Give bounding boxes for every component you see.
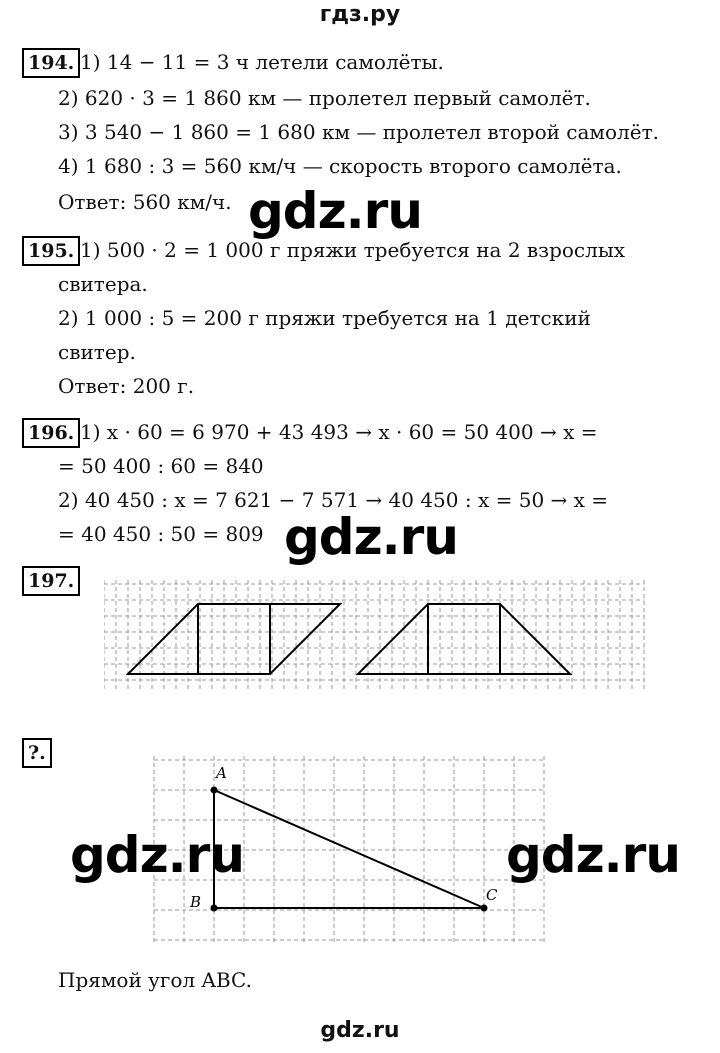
problem-number-196: 196. <box>22 418 80 448</box>
p194-line-3: 3) 3 540 − 1 860 = 1 680 км — пролетел второй самолёт. <box>58 120 659 144</box>
p197-figures <box>104 580 664 700</box>
problem-number-question: ?. <box>22 738 52 768</box>
label-b: B <box>190 893 202 911</box>
p194-line-4: 4) 1 680 : 3 = 560 км/ч — скорость второго самолёта. <box>58 154 622 178</box>
p195-line-4: свитер. <box>58 340 136 364</box>
label-a: A <box>216 764 227 782</box>
header-site: гдз.ру <box>319 2 401 27</box>
label-c: C <box>486 886 498 904</box>
watermark: gdz.ru <box>70 826 244 884</box>
point-c <box>481 905 488 912</box>
p196-line-3: 2) 40 450 : x = 7 621 − 7 571 → 40 450 : x = 50 → x = <box>58 488 609 512</box>
p195-line-2: свитера. <box>58 272 148 296</box>
p197-grid <box>104 580 644 692</box>
p195-line-1: 1) 500 · 2 = 1 000 г пряжи требуется на 2 взрослых <box>80 238 626 262</box>
problem-number-194: 194. <box>22 48 80 78</box>
point-b <box>211 905 218 912</box>
p196-line-4: = 40 450 : 50 = 809 <box>58 522 264 546</box>
watermark: gdz.ru <box>248 182 422 240</box>
watermark: gdz.ru <box>506 826 680 884</box>
watermark: gdz.ru <box>284 508 458 566</box>
p196-line-1: 1) x · 60 = 6 970 + 43 493 → x · 60 = 50 400 → x = <box>80 420 598 444</box>
footer-site: gdz.ru <box>320 1018 400 1043</box>
p194-answer: Ответ: 560 км/ч. <box>58 190 232 214</box>
p194-line-2: 2) 620 · 3 = 1 860 км — пролетел первый самолёт. <box>58 86 591 110</box>
triangle-abc <box>214 790 484 908</box>
p195-line-3: 2) 1 000 : 5 = 200 г пряжи требуется на 1 детский <box>58 306 591 330</box>
problem-number-195: 195. <box>22 236 80 266</box>
p195-answer: Ответ: 200 г. <box>58 374 195 398</box>
problem-number-197: 197. <box>22 566 80 596</box>
p196-line-2: = 50 400 : 60 = 840 <box>58 454 264 478</box>
pq-answer: Прямой угол ABC. <box>58 968 252 992</box>
point-a <box>211 787 218 794</box>
p194-line-1: 1) 14 − 11 = 3 ч летели самолёты. <box>80 50 444 74</box>
